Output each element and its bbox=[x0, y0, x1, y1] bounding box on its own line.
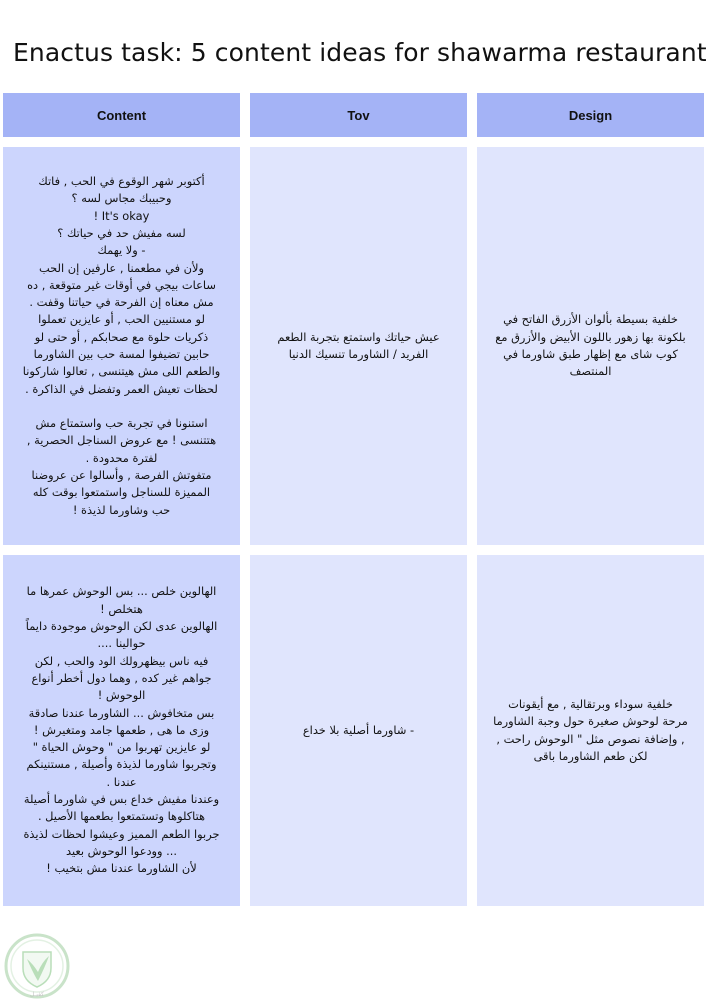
svg-text:كفيـل: كفيـل bbox=[29, 991, 45, 998]
row-1-tov-cell bbox=[250, 147, 467, 545]
row-2-content-text: الهالوين خلص ... بس الوحوش عمرها ما هتخلص ! الهالوين عدى لكن الوحوش موجودة دايماً حوالينا .... فيه ناس بيظهرولك الود والحب , لكن جواهم غير كده , وهما دول أخطر أنواع الوحوش ! بس متخافوش ... الشاورما عندنا صادقة وزى ما هى , طعمها جامد ومتغيرش ! لو عايزين تهربوا من " وحوش الحياة " وتجربوا شاورما لذيذة وأصيلة , مستنينكم عندنا . وعندنا مفيش خداع بس في شاورما أصيلة هتاكلوها وتستمتعوا بطعمها الأصيل . جربوا الطعم المميز وعيشوا لحظات لذيذة ... وودعوا الوحوش بعيد لأن الشاورما عندنا مش بتخيب ! bbox=[23, 584, 220, 876]
row-1-content-cell bbox=[3, 147, 240, 545]
row-2-tov-cell bbox=[250, 555, 467, 906]
row-1-content-text: أكتوبر شهر الوقوع في الحب , فاتك وحبيبك مجاس لسه ؟ It's okay ! لسه مفيش حد في حياتك ؟ - ولا يهمك ولأن في مطعمنا , عارفين إن الحب ساعات بيجي في أوقات غير متوقعة , ده مش معناه إن الفرحة في حياتنا وقفت . لو مستنيين الحب , أو عايزين تعملوا ذكريات حلوة مع صحابكم , أو حتى لو حابين تضيفوا لمسة حب بين الشاورما والطعم اللى مش هيتنسى , تعالوا شاركونا لحظات تعيش العمر وتفضل في الذاكرة . استنونا في تجربة حب واستمتاع مش هتتنسى ! مع عروض السناجل الحصرية , لفترة محدودة . متفوتش الفرصة , وأسالوا عن عروضنا المميزة للسناجل واستمتعوا بوقت كله حب وشاورما لذيذة ! bbox=[22, 174, 221, 517]
row-2-design-text: خلفية سوداء وبرتقالية , مع أيقونات مرحة لوحوش صغيرة حول وجبة الشاورما , وإضافة نصوص مثل " الوحوش راحت , لكن طعم الشاورما باقى bbox=[493, 696, 688, 763]
header-design: Design bbox=[477, 93, 704, 137]
row-1-design-text: خلفية بسيطة بألوان الأزرق الفاتح في بلكونة بها زهور باللون الأبيض والأزرق مع كوب شاى مع إظهار طبق شاورما في المنتصف bbox=[495, 312, 686, 379]
header-content: Content bbox=[3, 93, 240, 137]
header-tov: Tov bbox=[250, 93, 467, 137]
row-2-tov-text: - شاورما أصلية بلا خداع bbox=[302, 722, 415, 737]
page-title: Enactus task: 5 content ideas for shawarma restaurant bbox=[13, 38, 707, 67]
row-2-content-cell bbox=[3, 555, 240, 906]
row-1-tov-text: عيش حياتك واستمتع بتجربة الطعم الفريد / الشاورما تنسيك الدنيا bbox=[277, 329, 440, 361]
shield-leaf-logo bbox=[3, 932, 71, 1000]
row-1-design-cell bbox=[477, 147, 704, 545]
row-2-design-cell bbox=[477, 555, 704, 906]
